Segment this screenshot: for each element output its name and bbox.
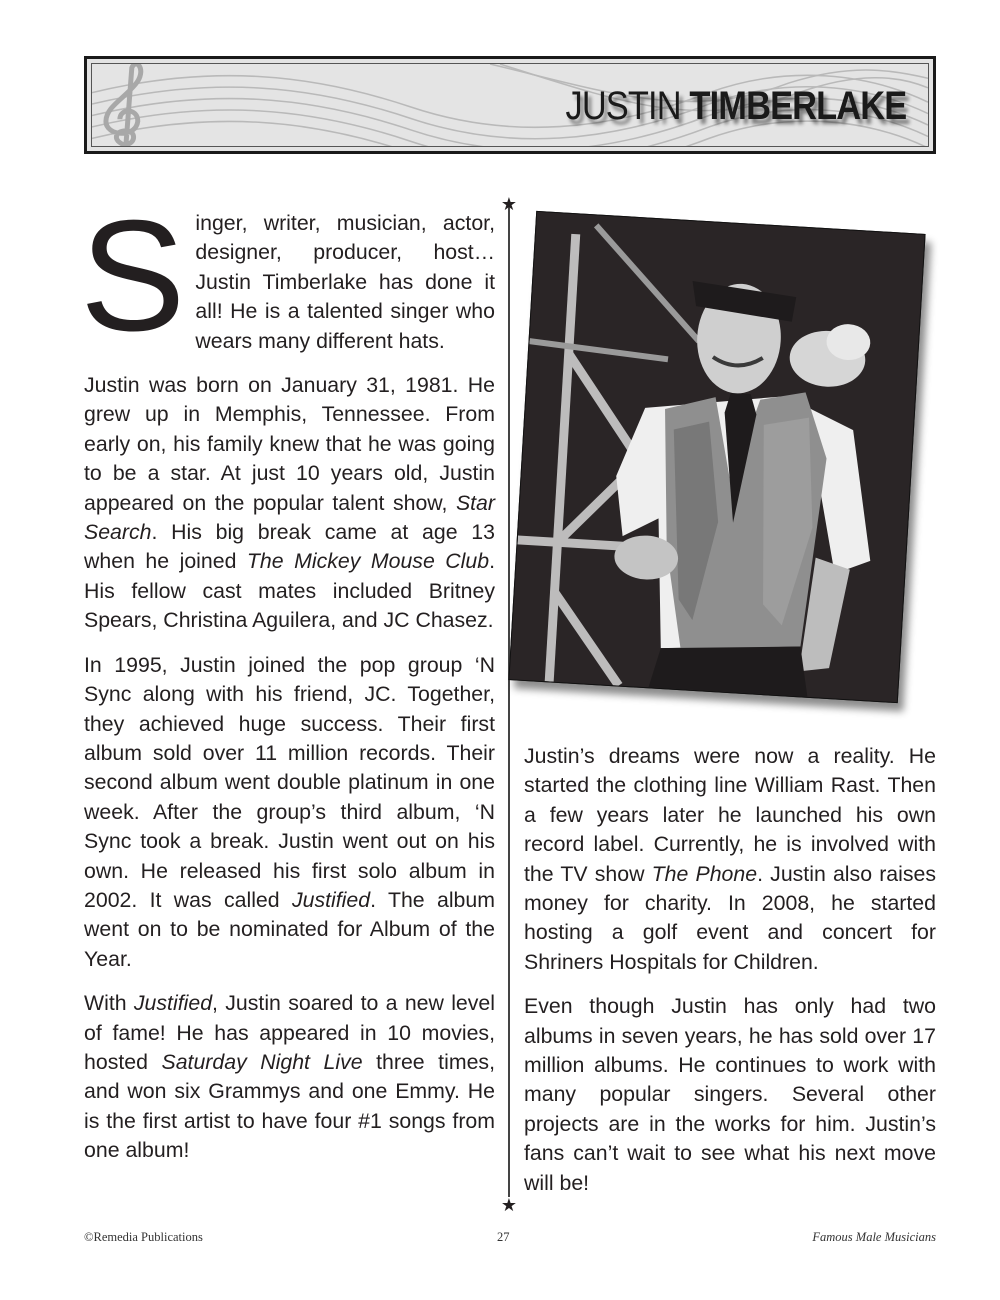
text-run: Justin was born on January 31, 1981. He grew up in Memphis, Tennessee. From early on, his family knew that he was going to be a star. At just 10 years old, Justin appeared on the popular talent show, — [84, 373, 495, 515]
banner-inner-frame — [91, 63, 929, 147]
text-run: three times, and won six Grammys and one Emmy. He is the first artist to have four #1 songs from one album! — [84, 1049, 495, 1163]
text-run: . His big break came at age 13 when he joined — [84, 520, 495, 574]
text-run: Justin’s dreams were now a reality. He started the clothing line William Rast. Then a few years later he launched his own record label. Currently, he is involved with the TV show — [524, 744, 936, 886]
text-run: . His fellow cast mates included Britney Spears, Christina Aguilera, and JC Chasez. — [84, 549, 495, 633]
title-first-name: JUSTIN — [565, 84, 681, 128]
text-run: In 1995, Justin joined the pop group ‘N Sync along with his friend, JC. Together, they achieved huge success. Their first album sold over 11 million records. Their second album went double platinum in one week. After the group’s third album, ‘N Sync took a break. Justin went out on his own. He released his first solo album in 2002. It was called — [84, 652, 495, 912]
text-run: , Justin soared to a new level of fame! He has appeared in 10 movies, hosted — [84, 991, 495, 1074]
star-icon: ★ — [500, 1195, 518, 1215]
show-title: Star Search — [84, 490, 495, 545]
text-run: . Justin also raises money for charity. In 2008, he started hosting a golf event and concert for Shriners Hospitals for Children. — [524, 861, 937, 974]
star-icon: ★ — [500, 194, 518, 214]
book-title: Famous Male Musicians — [812, 1230, 936, 1244]
page-title — [565, 82, 906, 130]
paragraph-fame — [84, 989, 495, 1165]
paragraph-conclusion: Even though Justin has only had two albums in seven years, he has sold over 17 million albums. He continues to work with many popular singers. Several other projects are in the works for him. Justin’s fans can’t wait to see what his next move will be! — [524, 994, 936, 1195]
show-title: The Phone — [651, 861, 758, 886]
portrait-illustration — [509, 212, 924, 702]
text-run: . The album went on to be nominated for Album of the Year. — [84, 887, 495, 971]
portrait-photo — [508, 211, 925, 703]
title-banner — [84, 56, 936, 154]
paragraph-nsync — [84, 651, 495, 974]
album-title: Justified — [133, 991, 213, 1016]
show-title: Saturday Night Live — [161, 1049, 363, 1074]
footer-copyright: ©Remedia Publications — [84, 1230, 203, 1244]
show-title: The Mickey Mouse Club — [246, 549, 490, 574]
photo-frame — [508, 211, 925, 703]
left-column — [80, 188, 495, 1181]
column-divider — [508, 205, 510, 1197]
paragraph-career — [524, 742, 936, 977]
intro-text: inger, writer, musician, actor, designer, producer, host… Justin Timberlake has done it all! He is a talented singer who wears many different hats. — [195, 211, 495, 353]
paragraph-early-life — [84, 371, 495, 636]
album-title: Justified — [291, 887, 371, 912]
page-number: 27 — [497, 1230, 510, 1244]
text-run: With — [84, 991, 134, 1016]
drop-cap: S — [80, 188, 186, 364]
paragraph-intro — [80, 188, 495, 364]
title-last-name: TIMBERLAKE — [689, 84, 906, 128]
right-column — [524, 742, 936, 1213]
